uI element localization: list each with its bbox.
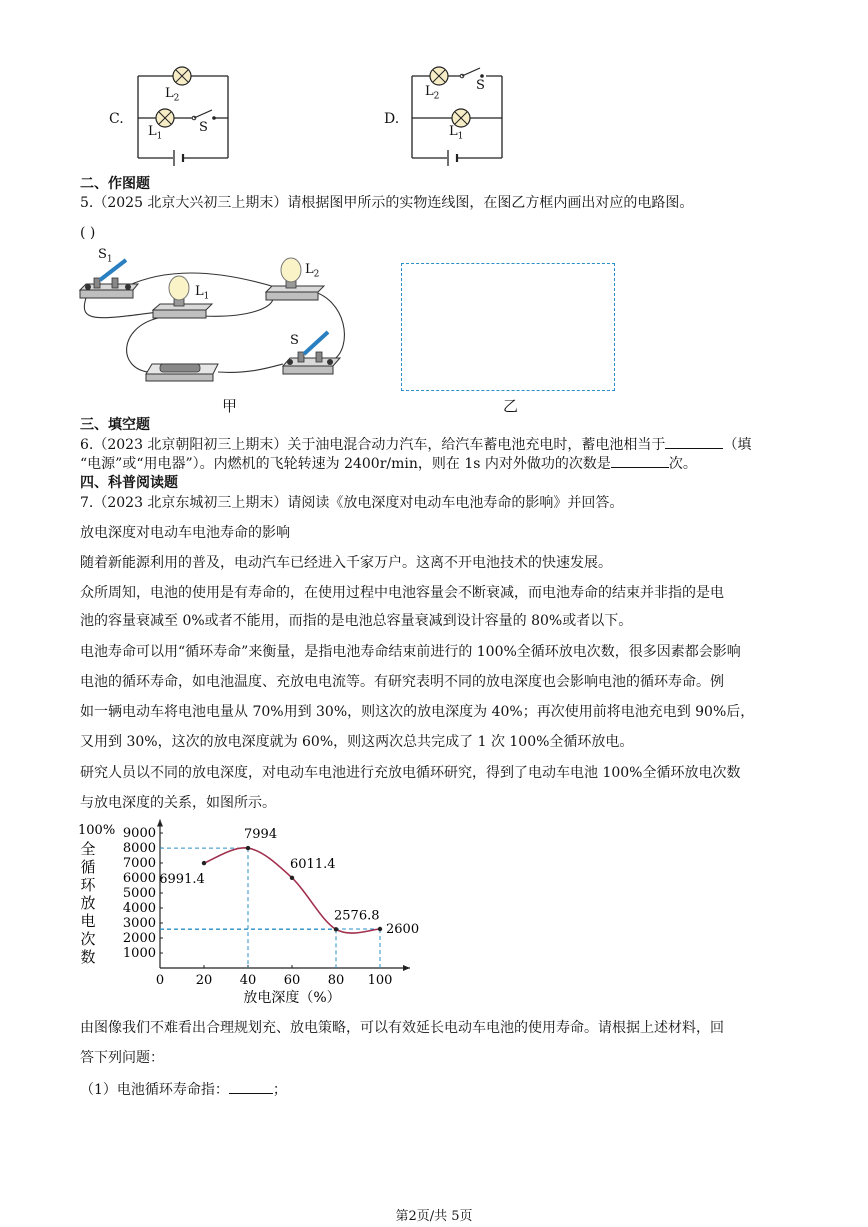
figure-label-jia: 甲 bbox=[222, 397, 238, 415]
label-text: L bbox=[449, 124, 458, 139]
y-axis-label-char: 电 bbox=[80, 912, 96, 930]
article-paragraph: 由图像我们不难看出合理规划充、放电策略，可以有效延长电动车电池的使用寿命。请根据上述材料，回 bbox=[80, 1020, 724, 1036]
article-paragraph: 池的容量衰减至 0%或者不能用，而指的是电池总容量衰减到设计容量的 80%或者以下。 bbox=[80, 613, 633, 629]
label-text: L bbox=[195, 284, 204, 299]
answer-paren: ( ) bbox=[80, 225, 96, 241]
x-tick-label: 80 bbox=[327, 973, 345, 988]
switch-icon bbox=[283, 366, 333, 374]
y-tick-label: 1000 bbox=[122, 946, 156, 961]
article-paragraph: 答下列问题： bbox=[80, 1050, 164, 1066]
y-tick-label: 6000 bbox=[122, 871, 156, 886]
y-axis-label-char: 放 bbox=[80, 894, 96, 912]
y-axis-label-char: 循 bbox=[80, 858, 96, 876]
option-c-label: C. bbox=[109, 111, 124, 127]
x-tick-label: 60 bbox=[283, 973, 301, 988]
y-tick-label: 7000 bbox=[122, 856, 156, 871]
answer-blank[interactable] bbox=[665, 436, 723, 449]
sub1-text: （1）电池循环寿命指： bbox=[80, 1082, 229, 1098]
label-text: S bbox=[98, 247, 107, 262]
label-text: L bbox=[148, 124, 157, 139]
question-5-text: 5.（2025 北京大兴初三上期末）请根据图甲所示的实物连线图，在图乙方框内画出对应的电路图。 bbox=[80, 195, 694, 211]
data-point bbox=[202, 861, 206, 865]
d-l2-label bbox=[425, 84, 439, 102]
fig-l1-label bbox=[195, 284, 209, 302]
article-title: 放电深度对电动车电池寿命的影响 bbox=[80, 525, 290, 541]
data-point bbox=[290, 876, 294, 880]
label-text: L bbox=[425, 84, 434, 99]
q6-text: “电源”或“用电器”）。内燃机的飞轮转速为 2400r/min，则在 1s 内对外做功的次数是 bbox=[80, 456, 611, 472]
question-7-text: 7.（2023 北京东城初三上期末）请阅读《放电深度对电动车电池寿命的影响》并回答。 bbox=[80, 495, 624, 511]
q6-text-end: 次。 bbox=[668, 456, 697, 472]
discharge-depth-chart bbox=[76, 818, 436, 1010]
data-label: 2600 bbox=[386, 922, 420, 937]
fig-s-label: S bbox=[290, 333, 299, 348]
bulb-icon bbox=[281, 258, 301, 282]
data-point bbox=[378, 927, 382, 931]
data-label: 7994 bbox=[244, 827, 278, 843]
data-point bbox=[246, 846, 250, 850]
q6-text: 6.（2023 北京朝阳初三上期末）关于油电混合动力汽车，给汽车蓄电池充电时，蓄电池相当于 bbox=[80, 437, 666, 453]
question-6-line1 bbox=[80, 436, 751, 454]
q6-text-end: （填 bbox=[723, 437, 752, 453]
label-sub: 1 bbox=[203, 291, 210, 302]
x-axis-arrow bbox=[403, 965, 410, 971]
article-paragraph: 又用到 30%，这次的放电深度就为 60%，则这两次总共完成了 1 次 100%全循环放电。 bbox=[80, 734, 634, 750]
article-paragraph: 研究人员以不同的放电深度，对电动车电池进行充放电循环研究，得到了电动车电池 100%全循环放电次数 bbox=[80, 765, 741, 781]
article-paragraph: 电池的循环寿命，如电池温度、充放电电流等。有研究表明不同的放电深度也会影响电池的循环寿命。例 bbox=[80, 674, 724, 690]
article-paragraph: 如一辆电动车将电池电量从 70%用到 30%，则这次的放电深度为 40%；再次使用前将电池充电到 90%后， bbox=[80, 704, 755, 720]
label-text: L bbox=[305, 262, 314, 277]
y-axis-label-char: 环 bbox=[80, 876, 96, 894]
d-l1-label bbox=[449, 124, 463, 142]
x-axis-label: 放电深度（%） bbox=[243, 990, 341, 1006]
y-axis-label-char: 数 bbox=[80, 948, 96, 966]
y-tick-label: 8000 bbox=[122, 841, 156, 856]
y-tick-label: 4000 bbox=[122, 901, 156, 916]
option-d-label: D. bbox=[384, 111, 400, 127]
question-6-line2 bbox=[80, 455, 697, 473]
y-axis-label-top: 100% bbox=[78, 823, 116, 838]
data-label: 6991.4 bbox=[159, 872, 205, 888]
y-tick-label: 3000 bbox=[122, 916, 156, 931]
c-l2-label bbox=[165, 86, 179, 104]
label-sub: 1 bbox=[106, 254, 113, 265]
answer-blank[interactable] bbox=[229, 1081, 273, 1094]
y-tick-label: 9000 bbox=[122, 826, 156, 841]
c-s-label: S bbox=[199, 120, 208, 135]
data-label: 6011.4 bbox=[290, 856, 336, 872]
label-sub: 1 bbox=[457, 131, 464, 142]
section-heading: 三、填空题 bbox=[80, 417, 150, 433]
label-sub: 2 bbox=[313, 269, 320, 280]
section-heading: 二、作图题 bbox=[80, 176, 150, 192]
figure-label-yi: 乙 bbox=[503, 397, 519, 415]
x-tick-label: 0 bbox=[155, 973, 165, 988]
drawing-box[interactable] bbox=[401, 263, 615, 391]
article-paragraph: 随着新能源利用的普及，电动汽车已经进入千家万户。这离不开电池技术的快速发展。 bbox=[80, 555, 612, 571]
option-d-circuit bbox=[402, 62, 512, 170]
answer-blank[interactable] bbox=[611, 455, 669, 468]
battery-icon bbox=[146, 374, 213, 381]
article-paragraph: 众所周知，电池的使用是有寿命的，在使用过程中电池容量会不断衰减，而电池寿命的结束并非指的是电 bbox=[80, 585, 724, 601]
option-c-circuit bbox=[128, 62, 238, 170]
bulb-icon bbox=[169, 276, 189, 300]
x-tick-label: 40 bbox=[239, 973, 257, 988]
label-sub: 1 bbox=[156, 131, 163, 142]
label-sub: 2 bbox=[173, 93, 180, 104]
section-heading: 四、科普阅读题 bbox=[80, 475, 178, 491]
y-tick-label: 5000 bbox=[122, 886, 156, 901]
data-label: 2576.8 bbox=[334, 908, 380, 924]
sub1-end: ； bbox=[272, 1082, 287, 1098]
label-text: L bbox=[165, 86, 174, 101]
page-number: 第2页/共 5页 bbox=[395, 1209, 473, 1224]
y-tick-label: 2000 bbox=[122, 931, 156, 946]
y-axis-label-char: 全 bbox=[80, 840, 96, 858]
x-tick-label: 100 bbox=[367, 973, 393, 988]
article-paragraph: 电池寿命可以用“循环寿命”来衡量，是指电池寿命结束前进行的 100%全循环放电次数，很多因素都会影响 bbox=[80, 644, 741, 660]
fig-l2-label bbox=[305, 262, 319, 280]
d-s-label: S bbox=[476, 78, 485, 93]
switch-icon bbox=[80, 290, 133, 298]
c-l1-label bbox=[148, 124, 162, 142]
sub-question-1 bbox=[80, 1081, 287, 1099]
y-axis-label-char: 次 bbox=[80, 930, 96, 948]
label-sub: 2 bbox=[433, 91, 440, 102]
article-paragraph: 与放电深度的关系，如图所示。 bbox=[80, 795, 276, 811]
x-tick-label: 20 bbox=[195, 973, 213, 988]
fig-s1-label bbox=[98, 247, 113, 265]
data-point bbox=[334, 927, 338, 931]
y-axis-arrow bbox=[157, 820, 163, 827]
